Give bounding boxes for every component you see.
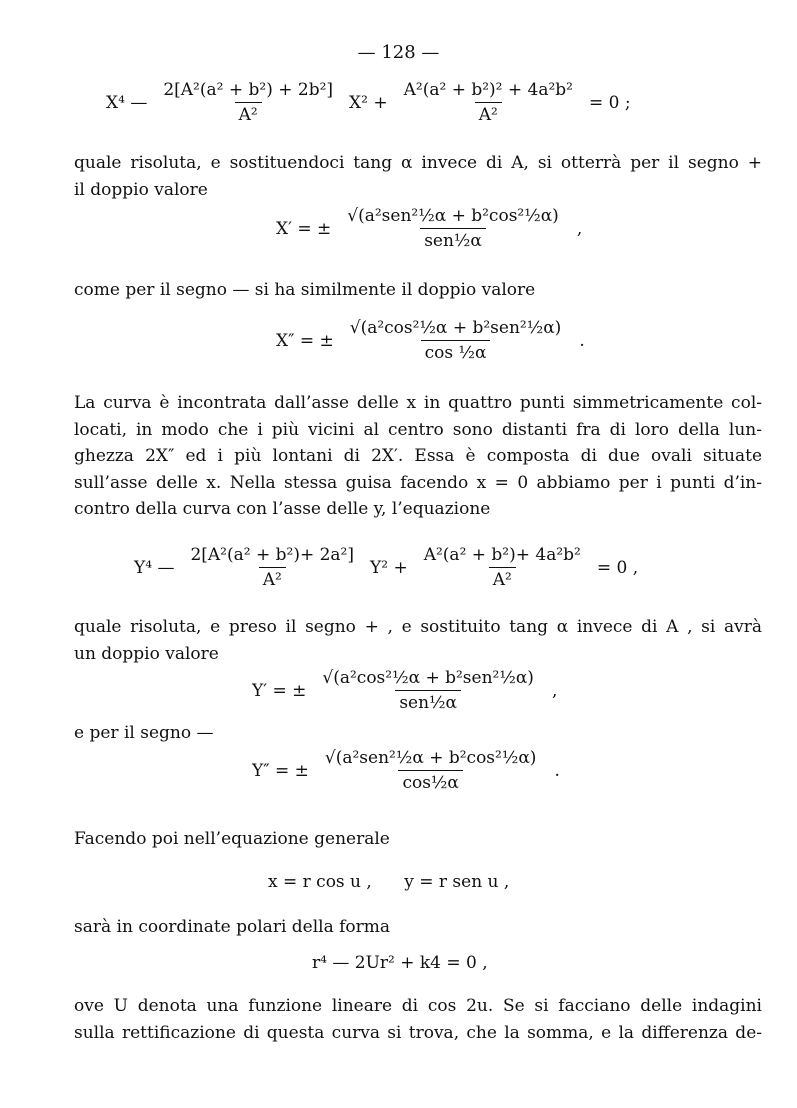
equation-text: r⁴ — 2Ur² + k4 = 0 , bbox=[312, 953, 488, 973]
fraction-denominator: cos½α bbox=[398, 770, 462, 793]
fraction-numerator: √(a²cos²½α + b²sen²½α) bbox=[349, 318, 562, 338]
equation-lhs: X′ = ± bbox=[276, 218, 332, 239]
equation-polar-substitution bbox=[268, 872, 509, 892]
equation-lhs: X″ = ± bbox=[276, 330, 334, 351]
equation-lhs: Y′ = ± bbox=[252, 680, 307, 701]
paragraph bbox=[74, 826, 762, 853]
text-line: sarà in coordinate polari della forma bbox=[74, 917, 391, 937]
equation-x4 bbox=[100, 80, 637, 125]
fraction-numerator: A²(a² + b²)+ 4a²b² bbox=[423, 545, 581, 565]
equation-punctuation: , bbox=[576, 218, 583, 239]
equation-middle: Y² + bbox=[370, 557, 408, 578]
paragraph bbox=[74, 720, 762, 747]
text-line: il doppio valore bbox=[74, 179, 208, 200]
text-line: e per il segno — bbox=[74, 723, 214, 743]
equation-rhs: = 0 , bbox=[596, 557, 639, 578]
text-line: La curva è incontrata dall’asse delle x in quattro punti simmetricamente col- bbox=[74, 393, 762, 413]
fraction bbox=[186, 545, 358, 590]
equation-x-prime bbox=[270, 206, 582, 251]
fraction bbox=[346, 318, 566, 363]
fraction-denominator: sen½α bbox=[395, 690, 461, 713]
fraction-denominator: A² bbox=[259, 567, 286, 590]
fraction-numerator: √(a²cos²½α + b²sen²½α) bbox=[322, 668, 534, 688]
fraction-numerator: A²(a² + b²)² + 4a²b² bbox=[403, 80, 573, 100]
fraction bbox=[318, 668, 538, 713]
equation-rhs: = 0 ; bbox=[589, 92, 631, 113]
fraction bbox=[159, 80, 337, 125]
equation-middle: X² + bbox=[349, 92, 388, 113]
text-line: come per il segno — si ha similmente il doppio valore bbox=[74, 280, 536, 300]
paragraph bbox=[74, 993, 762, 1046]
text-line: un doppio valore bbox=[74, 643, 219, 664]
equation-punctuation: . bbox=[554, 760, 560, 781]
paragraph bbox=[74, 390, 762, 523]
text-line: sulla rettificazione di questa curva si trova, che la somma, e la differenza de- bbox=[74, 1022, 762, 1043]
equation-lhs: Y⁴ — bbox=[134, 557, 175, 578]
equation-text: x = r cos u , y = r sen u , bbox=[268, 872, 510, 892]
fraction bbox=[343, 206, 563, 251]
page-number: — 128 — bbox=[357, 42, 440, 63]
text-line: sull’asse delle x. Nella stessa guisa facendo x = 0 abbiamo per i punti d’in- bbox=[74, 472, 762, 493]
paragraph bbox=[74, 614, 762, 667]
text-line: locati, in modo che i più vicini al centro sono distanti fra di loro della lun- bbox=[74, 419, 762, 440]
fraction-numerator: √(a²sen²½α + b²cos²½α) bbox=[347, 206, 559, 226]
text-line: ove U denota una funzione lineare di cos 2u. Se si facciano delle indagini bbox=[74, 996, 762, 1016]
equation-x-double-prime bbox=[270, 318, 585, 363]
text-line: ghezza 2X″ ed i più lontani di 2X′. Essa è composta di due ovali situate bbox=[74, 446, 762, 466]
text-line: quale risoluta, e preso il segno + , e sostituito tang α invece di A , si avrà bbox=[74, 617, 762, 637]
fraction-numerator: √(a²sen²½α + b²cos²½α) bbox=[324, 748, 537, 768]
equation-polar-form bbox=[312, 953, 488, 973]
text-line: Facendo poi nell’equazione generale bbox=[74, 829, 390, 849]
equation-y4 bbox=[128, 545, 644, 590]
fraction-denominator: A² bbox=[235, 102, 262, 125]
fraction-numerator: 2[A²(a² + b²) + 2b²] bbox=[163, 80, 334, 100]
fraction-numerator: 2[A²(a² + b²)+ 2a²] bbox=[190, 545, 355, 565]
fraction bbox=[400, 80, 577, 125]
fraction-denominator: sen½α bbox=[420, 228, 486, 251]
paragraph bbox=[74, 150, 762, 203]
paragraph bbox=[74, 277, 762, 304]
equation-lhs: Y″ = ± bbox=[252, 760, 309, 781]
equation-lhs: X⁴ — bbox=[106, 92, 148, 113]
fraction-denominator: cos ½α bbox=[421, 340, 491, 363]
equation-y-double-prime bbox=[246, 748, 560, 793]
equation-punctuation: . bbox=[579, 330, 585, 351]
equation-punctuation: , bbox=[551, 680, 558, 701]
fraction-denominator: A² bbox=[475, 102, 502, 125]
fraction bbox=[321, 748, 541, 793]
text-line: contro della curva con l’asse delle y, l’equazione bbox=[74, 499, 491, 519]
equation-y-prime bbox=[246, 668, 557, 713]
fraction-denominator: A² bbox=[489, 567, 516, 590]
paragraph bbox=[74, 914, 762, 941]
text-line: quale risoluta, e sostituendoci tang α invece di A, si otterrà per il segno + bbox=[74, 153, 762, 173]
fraction bbox=[420, 545, 585, 590]
